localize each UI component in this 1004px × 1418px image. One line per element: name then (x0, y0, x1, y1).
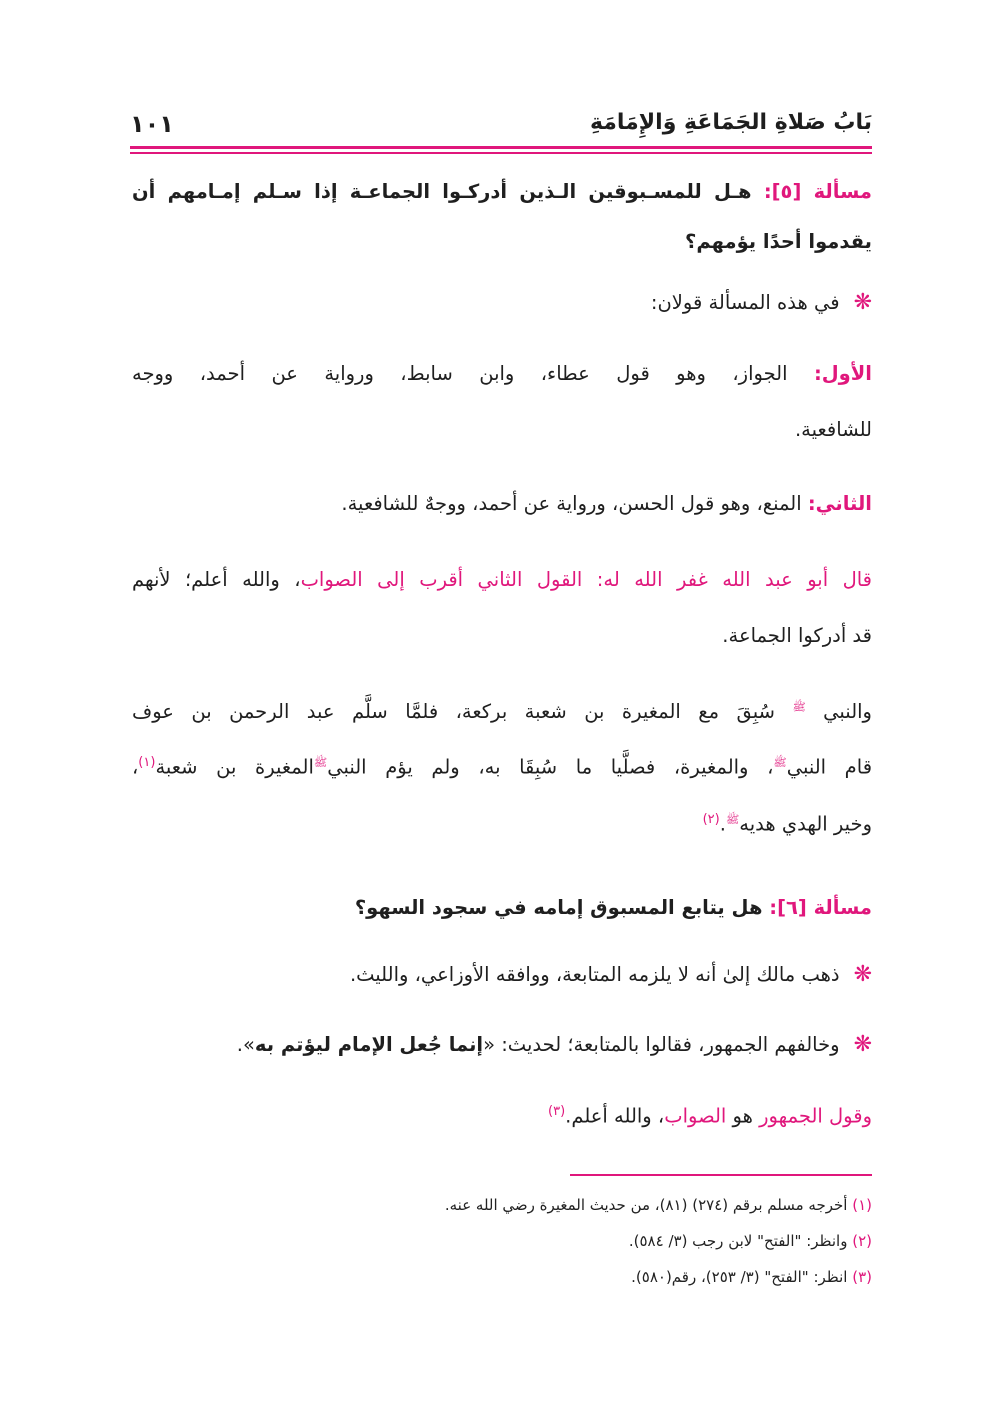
page-header (130, 108, 872, 142)
hadith-line-2 (132, 755, 872, 779)
hadith-text: سُبِقَ مع المغيرة بن شعبة بركعة، فلمَّا سلَّم عبد الرحمن بن عوف (132, 700, 775, 723)
conclusion (548, 1104, 872, 1128)
conclusion-text: ، والله أعلم. (565, 1104, 665, 1128)
hadith-text: . (719, 812, 726, 836)
question-5-label: مسألة [٥]: (763, 180, 872, 203)
footnote-1 (445, 1196, 872, 1214)
hadith-text: المغيرة بن شعبة (155, 755, 314, 779)
footnote-3 (631, 1268, 872, 1286)
first-opinion-line-2: للشافعية. (794, 418, 872, 441)
hadith-text: ، والمغيرة، فصلَّيا ما سُبِقَا به، ولم يؤم النبي (327, 755, 774, 779)
second-opinion (341, 492, 872, 515)
footnote-number: (١) (852, 1196, 872, 1214)
honorific-glyph: ﷺ (313, 756, 328, 769)
conclusion-text: هو (726, 1104, 760, 1128)
author-view-rest: ، والله أعلم؛ لأنهم (132, 568, 301, 591)
bullet-majority (237, 1032, 872, 1057)
conclusion-pink-2: الصواب (664, 1104, 727, 1128)
hadith-text: والنبي (823, 700, 872, 723)
footnote-2 (629, 1232, 872, 1250)
flower-bullet-icon: ❋ (853, 962, 872, 987)
bullet-majority-end: ». (236, 1033, 255, 1056)
footnote-text: أخرجه مسلم برقم (٢٧٤) (٨١)، من حديث المغيرة رضي الله عنه. (444, 1196, 848, 1214)
bullet-malik-text: ذهب مالك إلىٰ أنه لا يلزمه المتابعة، ووافقه الأوزاعي، والليث. (349, 963, 840, 986)
question-6-text: هل يتابع المسبوق إمامه في سجود السهو؟ (354, 896, 763, 919)
bullet-majority-text: وخالفهم الجمهور، فقالوا بالمتابعة؛ لحديث: « (483, 1033, 840, 1056)
bullet-malik (350, 962, 872, 987)
question-6 (355, 896, 872, 919)
footnote-number: (٣) (852, 1268, 872, 1286)
flower-bullet-icon: ❋ (853, 1032, 872, 1057)
flower-bullet-icon: ❋ (853, 290, 872, 315)
footnote-separator (570, 1174, 872, 1176)
hadith-quote: إنما جُعل الإمام ليؤتم به (254, 1033, 484, 1056)
header-rule-thin (130, 152, 872, 154)
chapter-title: بَابُ صَلاةِ الجَمَاعَةِ وَالإِمَامَةِ (589, 110, 872, 135)
first-opinion-label: الأول: (813, 362, 872, 385)
footnote-number: (٢) (852, 1232, 872, 1250)
conclusion-pink-1: وقول الجمهور (759, 1104, 872, 1128)
question-5-line-1 (132, 180, 872, 203)
author-view-pink-text: قال أبو عبد الله غفر الله له: القول الثاني أقرب إلى الصواب (300, 568, 873, 591)
footnote-text: وانظر: "الفتح" لابن رجب (٣/ ٥٨٤). (628, 1232, 848, 1250)
question-6-label: مسألة [٦]: (769, 896, 872, 919)
hadith-line-3 (703, 812, 872, 836)
hadith-text: ، (132, 755, 139, 779)
intro-paragraph (651, 290, 872, 315)
header-rule-thick (130, 146, 872, 149)
hadith-text: وخير الهدي هديه (739, 812, 872, 836)
honorific-glyph: ﷺ (725, 813, 740, 826)
question-5-text-1: هـل للمسـبوقين الـذين أدركـوا الجماعـة إذا سـلم إمـامهم أن (132, 180, 752, 203)
footnote-text: انظر: "الفتح" (٣/ ٢٥٣)، رقم(٥٨٠). (631, 1268, 848, 1286)
first-opinion-line-1 (132, 362, 872, 385)
question-5-line-2: يقدموا أحدًا يؤمهم؟ (685, 230, 872, 253)
footnote-ref-1[interactable]: (١) (138, 755, 156, 770)
honorific-glyph: ﷺ (773, 756, 787, 769)
author-view-line-2: قد أدركوا الجماعة. (722, 624, 872, 647)
author-view-line-1 (132, 568, 872, 591)
second-opinion-label: الثاني: (807, 492, 872, 515)
second-opinion-text: المنع، وهو قول الحسن، ورواية عن أحمد، ووجهٌ للشافعية. (341, 492, 802, 515)
hadith-line-1 (132, 700, 872, 723)
footnote-ref-3[interactable]: (٣) (548, 1104, 566, 1119)
footnote-ref-2[interactable]: (٢) (702, 812, 720, 827)
intro-text: في هذه المسألة قولان: (650, 291, 840, 314)
page-number: ١٠١ (130, 110, 174, 138)
first-opinion-text: الجواز، وهو قول عطاء، وابن سابط، ورواية عن أحمد، ووجه (132, 362, 788, 385)
honorific-glyph: ﷺ (792, 700, 806, 714)
hadith-text: قام النبي (786, 755, 873, 779)
